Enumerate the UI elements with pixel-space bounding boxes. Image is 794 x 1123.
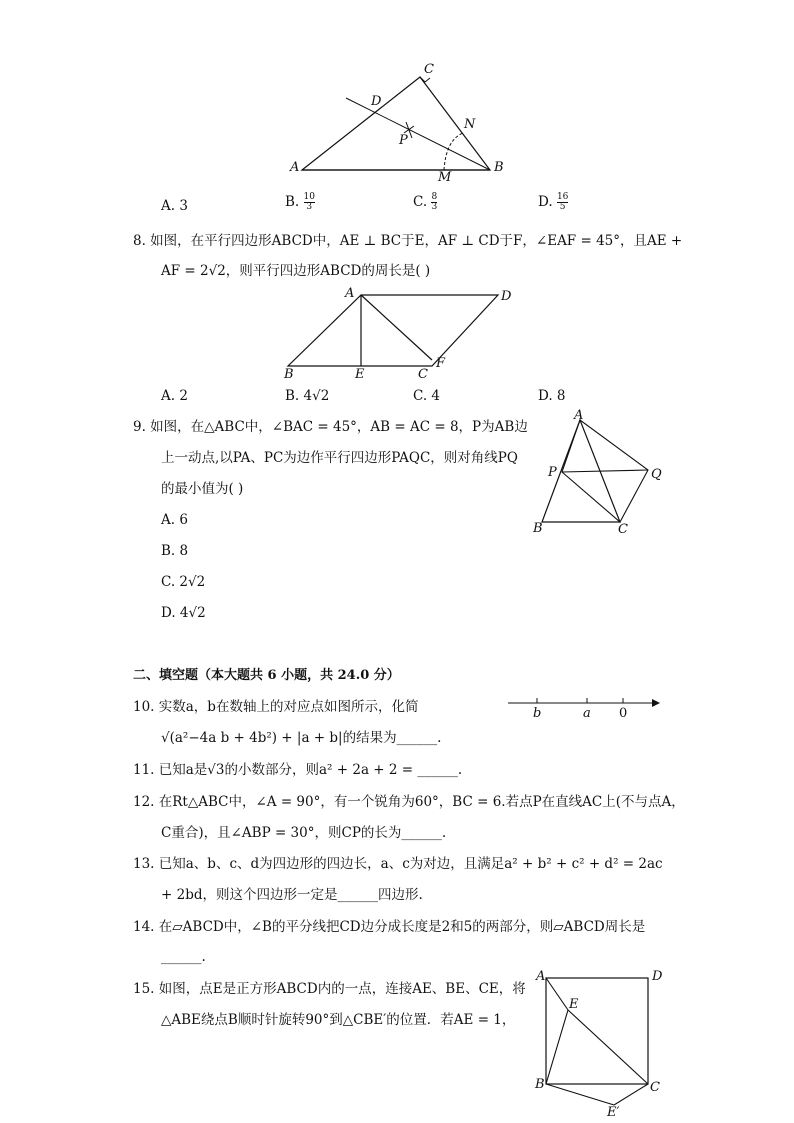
q7-option-b-fraction: $\frac{10}{3}$ bbox=[303, 192, 315, 212]
q8-option-d[interactable]: D. 8 bbox=[538, 388, 566, 404]
q9-stem-line2: 上一动点,以PA、PC为边作平行四边形PAQC，则对角线PQ bbox=[161, 450, 518, 466]
q7-option-c-label: C. bbox=[413, 194, 428, 211]
segment-ae bbox=[546, 978, 568, 1010]
q8-option-a[interactable]: A. 2 bbox=[161, 388, 188, 404]
q7-option-d-fraction: $\frac{16}{5}$ bbox=[556, 192, 569, 212]
q15-stem-line2: △ABE绕点B顺时针旋转90°到△CBE′的位置．若AE = 1， bbox=[161, 1012, 516, 1028]
q13-stem-line1: 13. 已知a、b、c、d为四边形的四边长，a、c为对边，且满足a² + b² + c² + d² = 2ac bbox=[133, 856, 663, 872]
q9-label-a: A bbox=[574, 408, 584, 423]
q9-label-q: Q bbox=[651, 467, 662, 482]
q8-stem-line2: AF = 2√2，则平行四边形ABCD的周长是( ) bbox=[161, 263, 431, 279]
q7-option-a[interactable]: A. 3 bbox=[161, 198, 188, 214]
q8-label-d: D bbox=[501, 289, 512, 304]
label-c: C bbox=[424, 62, 434, 77]
q7-option-d-label: D. bbox=[538, 194, 553, 211]
q8-label-a: A bbox=[345, 286, 355, 301]
q15-label-e-prime: E′ bbox=[607, 1105, 620, 1120]
q14-stem-line2: ______. bbox=[161, 949, 206, 965]
label-d: D bbox=[371, 94, 382, 109]
q8-stem-line1: 8. 如图，在平行四边形ABCD中，AE ⊥ BC于E，AF ⊥ CD于F，∠EAF = 45°，且AE + bbox=[133, 233, 683, 249]
segment-be bbox=[546, 1010, 568, 1084]
q9-label-p: P bbox=[548, 465, 557, 480]
label-n: N bbox=[464, 117, 476, 132]
q15-label-d: D bbox=[652, 969, 663, 984]
q15-label-b: B bbox=[535, 1077, 545, 1092]
q8-option-c[interactable]: C. 4 bbox=[413, 388, 441, 404]
q10-stem-line1: 10. 实数a，b在数轴上的对应点如图所示，化简 bbox=[133, 699, 419, 715]
label-p: P bbox=[399, 133, 408, 148]
q9-option-d[interactable]: D. 4√2 bbox=[161, 605, 206, 621]
q9-label-b: B bbox=[533, 521, 543, 536]
q13-stem-line2: + 2bd，则这个四边形一定是______四边形. bbox=[161, 887, 423, 903]
section-heading-fill-in: 二、填空题（本大题共 6 小题，共 24.0 分） bbox=[133, 668, 400, 683]
q8-label-b: B bbox=[284, 367, 294, 382]
q8-label-c: C bbox=[418, 367, 428, 382]
label-a: A bbox=[290, 160, 300, 175]
q10-axis-b: b bbox=[533, 706, 542, 721]
q9-option-c[interactable]: C. 2√2 bbox=[161, 574, 206, 590]
q15-label-c: C bbox=[650, 1080, 660, 1095]
q15-label-e: E bbox=[569, 997, 579, 1012]
q9-stem-line3: 的最小值为( ) bbox=[161, 481, 244, 497]
q15-stem-line1: 15. 如图，点E是正方形ABCD内的一点，连接AE、BE、CE，将 bbox=[133, 981, 526, 997]
q14-stem-line1: 14. 在▱ABCD中，∠B的平分线把CD边分成长度是2和5的两部分，则▱ABCD周长是 bbox=[133, 919, 646, 935]
segment-ce-prime bbox=[614, 1084, 648, 1105]
q9-stem-line1: 9. 如图，在△ABC中，∠BAC = 45°，AB = AC = 8，P为AB边 bbox=[133, 419, 528, 435]
label-b: B bbox=[494, 160, 504, 175]
segment-be-prime bbox=[546, 1084, 614, 1105]
q12-stem-line2: C重合)，且∠ABP = 30°，则CP的长为______. bbox=[161, 825, 447, 841]
q10-axis-zero: 0 bbox=[619, 706, 628, 721]
q15-label-a: A bbox=[536, 969, 546, 984]
segment-ce bbox=[568, 1010, 648, 1084]
q9-label-c: C bbox=[618, 522, 628, 537]
q7-option-c-fraction: $\frac{8}{3}$ bbox=[431, 192, 438, 212]
label-m: M bbox=[438, 170, 452, 185]
q9-option-a[interactable]: A. 6 bbox=[161, 512, 188, 528]
q11-stem: 11. 已知a是√3的小数部分，则a² + 2a + 2 = ______. bbox=[133, 762, 463, 778]
q7-option-b-label: B. bbox=[285, 194, 300, 211]
q12-stem-line1: 12. 在Rt△ABC中，∠A = 90°，有一个锐角为60°，BC = 6.若点P在直线AC上(不与点A， bbox=[133, 794, 685, 810]
q8-label-f: F bbox=[436, 356, 446, 371]
q8-option-b[interactable]: B. 4√2 bbox=[285, 388, 330, 404]
q9-option-b[interactable]: B. 8 bbox=[161, 543, 189, 559]
q10-axis-a: a bbox=[583, 706, 591, 721]
q8-label-e: E bbox=[355, 367, 365, 382]
q10-stem-line2: √(a²−4a b + 4b²) + |a + b|的结果为______. bbox=[161, 730, 442, 746]
